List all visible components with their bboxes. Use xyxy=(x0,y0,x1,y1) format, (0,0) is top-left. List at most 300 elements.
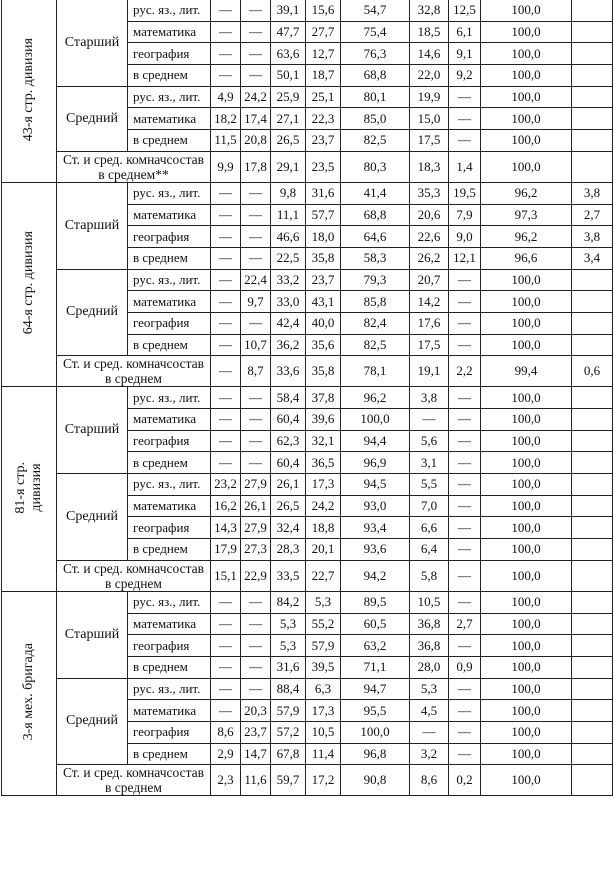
value-cell: 17,9 xyxy=(211,539,241,561)
unit-name-cell xyxy=(2,0,57,182)
value-cell: 39,5 xyxy=(306,656,341,678)
value-cell: 3,2 xyxy=(410,743,449,765)
level-cell: Средний xyxy=(57,86,128,151)
value-cell: — xyxy=(241,312,271,334)
value-cell: 19,5 xyxy=(449,182,481,204)
value-cell xyxy=(572,591,613,613)
unit-name-cell xyxy=(2,387,57,592)
value-cell: — xyxy=(241,387,271,409)
value-cell: 18,8 xyxy=(306,517,341,539)
value-cell: 100,0 xyxy=(481,430,572,452)
value-cell: — xyxy=(449,635,481,657)
value-cell: 16,2 xyxy=(211,495,241,517)
value-cell: 29,1 xyxy=(271,151,306,182)
value-cell: 93,6 xyxy=(341,539,410,561)
command-label-cell: Ст. и сред. комначсостав в среднем xyxy=(57,765,211,796)
value-cell: 97,3 xyxy=(481,204,572,226)
value-cell: 100,0 xyxy=(481,495,572,517)
value-cell: 32,1 xyxy=(306,430,341,452)
value-cell: 23,7 xyxy=(306,269,341,291)
value-cell: 79,3 xyxy=(341,269,410,291)
value-cell: 18,3 xyxy=(410,151,449,182)
value-cell: 12,5 xyxy=(449,0,481,21)
value-cell: — xyxy=(449,291,481,313)
value-cell: 15,0 xyxy=(410,108,449,130)
unit-name: 3-я мех. бригада xyxy=(21,643,36,741)
value-cell: 22,0 xyxy=(410,65,449,87)
value-cell: 28,0 xyxy=(410,656,449,678)
value-cell: 96,9 xyxy=(341,452,410,474)
value-cell: 10,7 xyxy=(241,334,271,356)
value-cell: 14,2 xyxy=(410,291,449,313)
value-cell: 75,4 xyxy=(341,21,410,43)
value-cell: 36,8 xyxy=(410,613,449,635)
table-row xyxy=(2,678,613,700)
value-cell: 55,2 xyxy=(306,613,341,635)
value-cell: — xyxy=(241,247,271,269)
value-cell: — xyxy=(241,43,271,65)
value-cell: — xyxy=(211,430,241,452)
command-label-cell: Ст. и сред. комначсостав в среднем** xyxy=(57,151,211,182)
value-cell: 35,8 xyxy=(306,247,341,269)
value-cell: 17,5 xyxy=(410,334,449,356)
value-cell: 96,2 xyxy=(341,387,410,409)
value-cell: — xyxy=(410,409,449,431)
value-cell: — xyxy=(211,291,241,313)
value-cell: — xyxy=(211,0,241,21)
value-cell: 100,0 xyxy=(481,613,572,635)
value-cell: 23,7 xyxy=(241,721,271,743)
value-cell: 6,3 xyxy=(306,678,341,700)
value-cell xyxy=(572,700,613,722)
value-cell: 8,6 xyxy=(211,721,241,743)
value-cell: 57,9 xyxy=(306,635,341,657)
value-cell: 35,3 xyxy=(410,182,449,204)
value-cell: 3,1 xyxy=(410,452,449,474)
value-cell xyxy=(572,0,613,21)
value-cell xyxy=(572,474,613,496)
grades-table-body xyxy=(2,0,613,796)
value-cell: 5,3 xyxy=(410,678,449,700)
value-cell: 50,1 xyxy=(271,65,306,87)
value-cell: 100,0 xyxy=(481,635,572,657)
value-cell: 85,0 xyxy=(341,108,410,130)
value-cell: 27,1 xyxy=(271,108,306,130)
value-cell: 90,8 xyxy=(341,765,410,796)
value-cell xyxy=(572,678,613,700)
subject-cell: география xyxy=(128,635,211,657)
value-cell: 62,3 xyxy=(271,430,306,452)
subject-cell: рус. яз., лит. xyxy=(128,269,211,291)
value-cell: 100,0 xyxy=(481,151,572,182)
level-cell: Средний xyxy=(57,678,128,765)
value-cell xyxy=(572,312,613,334)
value-cell: 2,9 xyxy=(211,743,241,765)
value-cell: 41,4 xyxy=(341,182,410,204)
value-cell xyxy=(572,560,613,591)
value-cell: — xyxy=(449,539,481,561)
value-cell: 46,6 xyxy=(271,226,306,248)
value-cell: 18,2 xyxy=(211,108,241,130)
subject-cell: география xyxy=(128,43,211,65)
value-cell: 32,8 xyxy=(410,0,449,21)
value-cell: 17,3 xyxy=(306,700,341,722)
value-cell: 17,6 xyxy=(410,312,449,334)
value-cell: — xyxy=(241,0,271,21)
value-cell: 0,9 xyxy=(449,656,481,678)
value-cell: 100,0 xyxy=(481,591,572,613)
value-cell: — xyxy=(241,678,271,700)
value-cell: 63,6 xyxy=(271,43,306,65)
command-label-cell: Ст. и сред. комначсостав в среднем xyxy=(57,560,211,591)
value-cell: 17,8 xyxy=(241,151,271,182)
value-cell: — xyxy=(449,700,481,722)
subject-cell: рус. яз., лит. xyxy=(128,182,211,204)
value-cell: — xyxy=(449,334,481,356)
value-cell: 5,8 xyxy=(410,560,449,591)
value-cell: — xyxy=(211,43,241,65)
value-cell: — xyxy=(449,474,481,496)
command-label-cell: Ст. и сред. комначсостав в среднем xyxy=(57,356,211,387)
value-cell: 100,0 xyxy=(481,656,572,678)
value-cell: 68,8 xyxy=(341,65,410,87)
value-cell: — xyxy=(449,560,481,591)
value-cell: 31,6 xyxy=(271,656,306,678)
value-cell: 22,9 xyxy=(241,560,271,591)
value-cell xyxy=(572,452,613,474)
value-cell: 100,0 xyxy=(481,387,572,409)
level-cell: Средний xyxy=(57,269,128,356)
value-cell xyxy=(572,86,613,108)
value-cell: — xyxy=(410,721,449,743)
value-cell: — xyxy=(211,204,241,226)
subject-cell: математика xyxy=(128,409,211,431)
value-cell: 99,4 xyxy=(481,356,572,387)
value-cell: 14,3 xyxy=(211,517,241,539)
subject-cell: в среднем xyxy=(128,334,211,356)
value-cell: 100,0 xyxy=(481,291,572,313)
value-cell: 54,7 xyxy=(341,0,410,21)
value-cell: 96,8 xyxy=(341,743,410,765)
subject-cell: в среднем xyxy=(128,247,211,269)
value-cell xyxy=(572,65,613,87)
value-cell: 100,0 xyxy=(481,765,572,796)
value-cell: 67,8 xyxy=(271,743,306,765)
value-cell: 10,5 xyxy=(410,591,449,613)
value-cell: 63,2 xyxy=(341,635,410,657)
value-cell: 36,8 xyxy=(410,635,449,657)
value-cell: — xyxy=(449,430,481,452)
level-cell: Старший xyxy=(57,182,128,269)
value-cell: 100,0 xyxy=(481,21,572,43)
value-cell: — xyxy=(241,452,271,474)
value-cell: 60,4 xyxy=(271,409,306,431)
value-cell: 10,5 xyxy=(306,721,341,743)
value-cell: 95,5 xyxy=(341,700,410,722)
value-cell: — xyxy=(241,656,271,678)
value-cell: 4,5 xyxy=(410,700,449,722)
value-cell xyxy=(572,743,613,765)
value-cell: 14,7 xyxy=(241,743,271,765)
value-cell: 23,2 xyxy=(211,474,241,496)
value-cell: 0,6 xyxy=(572,356,613,387)
value-cell xyxy=(572,43,613,65)
value-cell: 100,0 xyxy=(481,409,572,431)
value-cell: 57,2 xyxy=(271,721,306,743)
value-cell: 84,2 xyxy=(271,591,306,613)
value-cell: — xyxy=(449,387,481,409)
value-cell: 96,6 xyxy=(481,247,572,269)
subject-cell: математика xyxy=(128,21,211,43)
unit-name-cell xyxy=(2,591,57,796)
value-cell: — xyxy=(211,356,241,387)
value-cell: 11,1 xyxy=(271,204,306,226)
value-cell: — xyxy=(211,312,241,334)
value-cell: 59,7 xyxy=(271,765,306,796)
subject-cell: рус. яз., лит. xyxy=(128,678,211,700)
value-cell: 39,6 xyxy=(306,409,341,431)
subject-cell: в среднем xyxy=(128,539,211,561)
value-cell: 5,5 xyxy=(410,474,449,496)
value-cell: 2,7 xyxy=(572,204,613,226)
value-cell: 6,6 xyxy=(410,517,449,539)
value-cell: 93,4 xyxy=(341,517,410,539)
value-cell: 25,1 xyxy=(306,86,341,108)
value-cell: — xyxy=(211,387,241,409)
value-cell: 20,3 xyxy=(241,700,271,722)
value-cell: — xyxy=(449,108,481,130)
value-cell: 82,4 xyxy=(341,312,410,334)
value-cell: — xyxy=(241,635,271,657)
table-row xyxy=(2,182,613,204)
value-cell: 100,0 xyxy=(481,269,572,291)
value-cell: 33,2 xyxy=(271,269,306,291)
unit-name: 81-я стр. дивизия xyxy=(13,461,44,514)
value-cell: 12,1 xyxy=(449,247,481,269)
value-cell: — xyxy=(211,65,241,87)
value-cell: — xyxy=(241,226,271,248)
value-cell: 36,5 xyxy=(306,452,341,474)
subject-cell: в среднем xyxy=(128,743,211,765)
table-row xyxy=(2,0,613,21)
unit-name: 43-я стр. дивизия xyxy=(21,37,36,142)
value-cell: 47,7 xyxy=(271,21,306,43)
value-cell: 4,9 xyxy=(211,86,241,108)
value-cell xyxy=(572,387,613,409)
value-cell: 3,8 xyxy=(410,387,449,409)
subject-cell: география xyxy=(128,430,211,452)
table-row xyxy=(2,474,613,496)
subject-cell: география xyxy=(128,312,211,334)
value-cell: — xyxy=(449,591,481,613)
value-cell: 100,0 xyxy=(481,43,572,65)
value-cell xyxy=(572,409,613,431)
value-cell: 82,5 xyxy=(341,334,410,356)
value-cell: 80,3 xyxy=(341,151,410,182)
value-cell: 100,0 xyxy=(481,65,572,87)
value-cell: 43,1 xyxy=(306,291,341,313)
value-cell: 23,5 xyxy=(306,151,341,182)
value-cell: 94,2 xyxy=(341,560,410,591)
value-cell: 27,3 xyxy=(241,539,271,561)
value-cell: 3,8 xyxy=(572,226,613,248)
value-cell: 40,0 xyxy=(306,312,341,334)
value-cell: 19,1 xyxy=(410,356,449,387)
value-cell: 32,4 xyxy=(271,517,306,539)
table-row-command xyxy=(2,151,613,182)
value-cell: 14,6 xyxy=(410,43,449,65)
level-cell: Средний xyxy=(57,474,128,561)
value-cell: 100,0 xyxy=(481,560,572,591)
value-cell: 88,4 xyxy=(271,678,306,700)
level-cell: Старший xyxy=(57,591,128,678)
value-cell: 39,1 xyxy=(271,0,306,21)
value-cell: 3,4 xyxy=(572,247,613,269)
value-cell: — xyxy=(241,613,271,635)
value-cell: 100,0 xyxy=(481,86,572,108)
value-cell: 9,0 xyxy=(449,226,481,248)
value-cell: 0,2 xyxy=(449,765,481,796)
value-cell xyxy=(572,613,613,635)
value-cell: 5,3 xyxy=(306,591,341,613)
value-cell: — xyxy=(211,656,241,678)
value-cell: 100,0 xyxy=(481,743,572,765)
value-cell: 100,0 xyxy=(481,517,572,539)
value-cell: 11,4 xyxy=(306,743,341,765)
value-cell: — xyxy=(211,591,241,613)
value-cell: 2,7 xyxy=(449,613,481,635)
subject-cell: рус. яз., лит. xyxy=(128,474,211,496)
value-cell xyxy=(572,721,613,743)
subject-cell: математика xyxy=(128,108,211,130)
value-cell: 20,7 xyxy=(410,269,449,291)
value-cell: 26,1 xyxy=(241,495,271,517)
table-row xyxy=(2,86,613,108)
value-cell: 8,6 xyxy=(410,765,449,796)
value-cell: — xyxy=(211,452,241,474)
value-cell: 24,2 xyxy=(241,86,271,108)
subject-cell: география xyxy=(128,721,211,743)
value-cell: — xyxy=(241,409,271,431)
value-cell: 94,4 xyxy=(341,430,410,452)
unit-name: 64-я стр. дивизия xyxy=(21,231,36,335)
subject-cell: рус. яз., лит. xyxy=(128,86,211,108)
value-cell: — xyxy=(211,334,241,356)
value-cell xyxy=(572,269,613,291)
value-cell: 100,0 xyxy=(481,334,572,356)
value-cell: 78,1 xyxy=(341,356,410,387)
value-cell: 60,4 xyxy=(271,452,306,474)
value-cell xyxy=(572,291,613,313)
value-cell: 26,5 xyxy=(271,130,306,152)
value-cell: 71,1 xyxy=(341,656,410,678)
value-cell: 20,8 xyxy=(241,130,271,152)
value-cell: — xyxy=(211,678,241,700)
value-cell: — xyxy=(211,269,241,291)
value-cell: 85,8 xyxy=(341,291,410,313)
table-row xyxy=(2,591,613,613)
value-cell: — xyxy=(449,409,481,431)
value-cell xyxy=(572,108,613,130)
value-cell: 100,0 xyxy=(481,539,572,561)
value-cell: 6,1 xyxy=(449,21,481,43)
value-cell: 31,6 xyxy=(306,182,341,204)
value-cell: — xyxy=(449,721,481,743)
value-cell: 20,6 xyxy=(410,204,449,226)
table-row xyxy=(2,387,613,409)
value-cell: 17,4 xyxy=(241,108,271,130)
value-cell: — xyxy=(241,204,271,226)
value-cell: — xyxy=(449,130,481,152)
value-cell: 94,5 xyxy=(341,474,410,496)
value-cell: 20,1 xyxy=(306,539,341,561)
subject-cell: в среднем xyxy=(128,65,211,87)
value-cell: — xyxy=(241,65,271,87)
subject-cell: математика xyxy=(128,613,211,635)
value-cell: 26,1 xyxy=(271,474,306,496)
value-cell: 25,9 xyxy=(271,86,306,108)
value-cell: 57,7 xyxy=(306,204,341,226)
value-cell: — xyxy=(449,312,481,334)
value-cell xyxy=(572,539,613,561)
subject-cell: в среднем xyxy=(128,130,211,152)
value-cell: 27,9 xyxy=(241,474,271,496)
value-cell: 15,1 xyxy=(211,560,241,591)
value-cell: — xyxy=(211,613,241,635)
value-cell: 80,1 xyxy=(341,86,410,108)
value-cell: 7,9 xyxy=(449,204,481,226)
value-cell: 3,8 xyxy=(572,182,613,204)
subject-cell: математика xyxy=(128,291,211,313)
value-cell: 19,9 xyxy=(410,86,449,108)
value-cell: 17,5 xyxy=(410,130,449,152)
value-cell: 33,0 xyxy=(271,291,306,313)
value-cell: 26,5 xyxy=(271,495,306,517)
subject-cell: математика xyxy=(128,700,211,722)
value-cell: 18,7 xyxy=(306,65,341,87)
value-cell: — xyxy=(449,452,481,474)
value-cell: 27,7 xyxy=(306,21,341,43)
value-cell: — xyxy=(449,86,481,108)
grades-table xyxy=(1,0,613,796)
value-cell: 89,5 xyxy=(341,591,410,613)
value-cell: 9,2 xyxy=(449,65,481,87)
value-cell: 100,0 xyxy=(341,721,410,743)
value-cell: 22,7 xyxy=(306,560,341,591)
subject-cell: география xyxy=(128,517,211,539)
value-cell: 27,9 xyxy=(241,517,271,539)
level-cell: Старший xyxy=(57,387,128,474)
value-cell: 64,6 xyxy=(341,226,410,248)
value-cell: — xyxy=(241,591,271,613)
value-cell: 100,0 xyxy=(481,0,572,21)
subject-cell: рус. яз., лит. xyxy=(128,0,211,21)
value-cell: 22,6 xyxy=(410,226,449,248)
value-cell: — xyxy=(211,409,241,431)
value-cell: 7,0 xyxy=(410,495,449,517)
value-cell xyxy=(572,517,613,539)
value-cell: 9,8 xyxy=(271,182,306,204)
value-cell: 33,5 xyxy=(271,560,306,591)
value-cell: 1,4 xyxy=(449,151,481,182)
value-cell: 37,8 xyxy=(306,387,341,409)
value-cell: 100,0 xyxy=(481,474,572,496)
value-cell: — xyxy=(449,743,481,765)
value-cell: 22,4 xyxy=(241,269,271,291)
value-cell xyxy=(572,130,613,152)
value-cell: 100,0 xyxy=(481,721,572,743)
value-cell: 6,4 xyxy=(410,539,449,561)
